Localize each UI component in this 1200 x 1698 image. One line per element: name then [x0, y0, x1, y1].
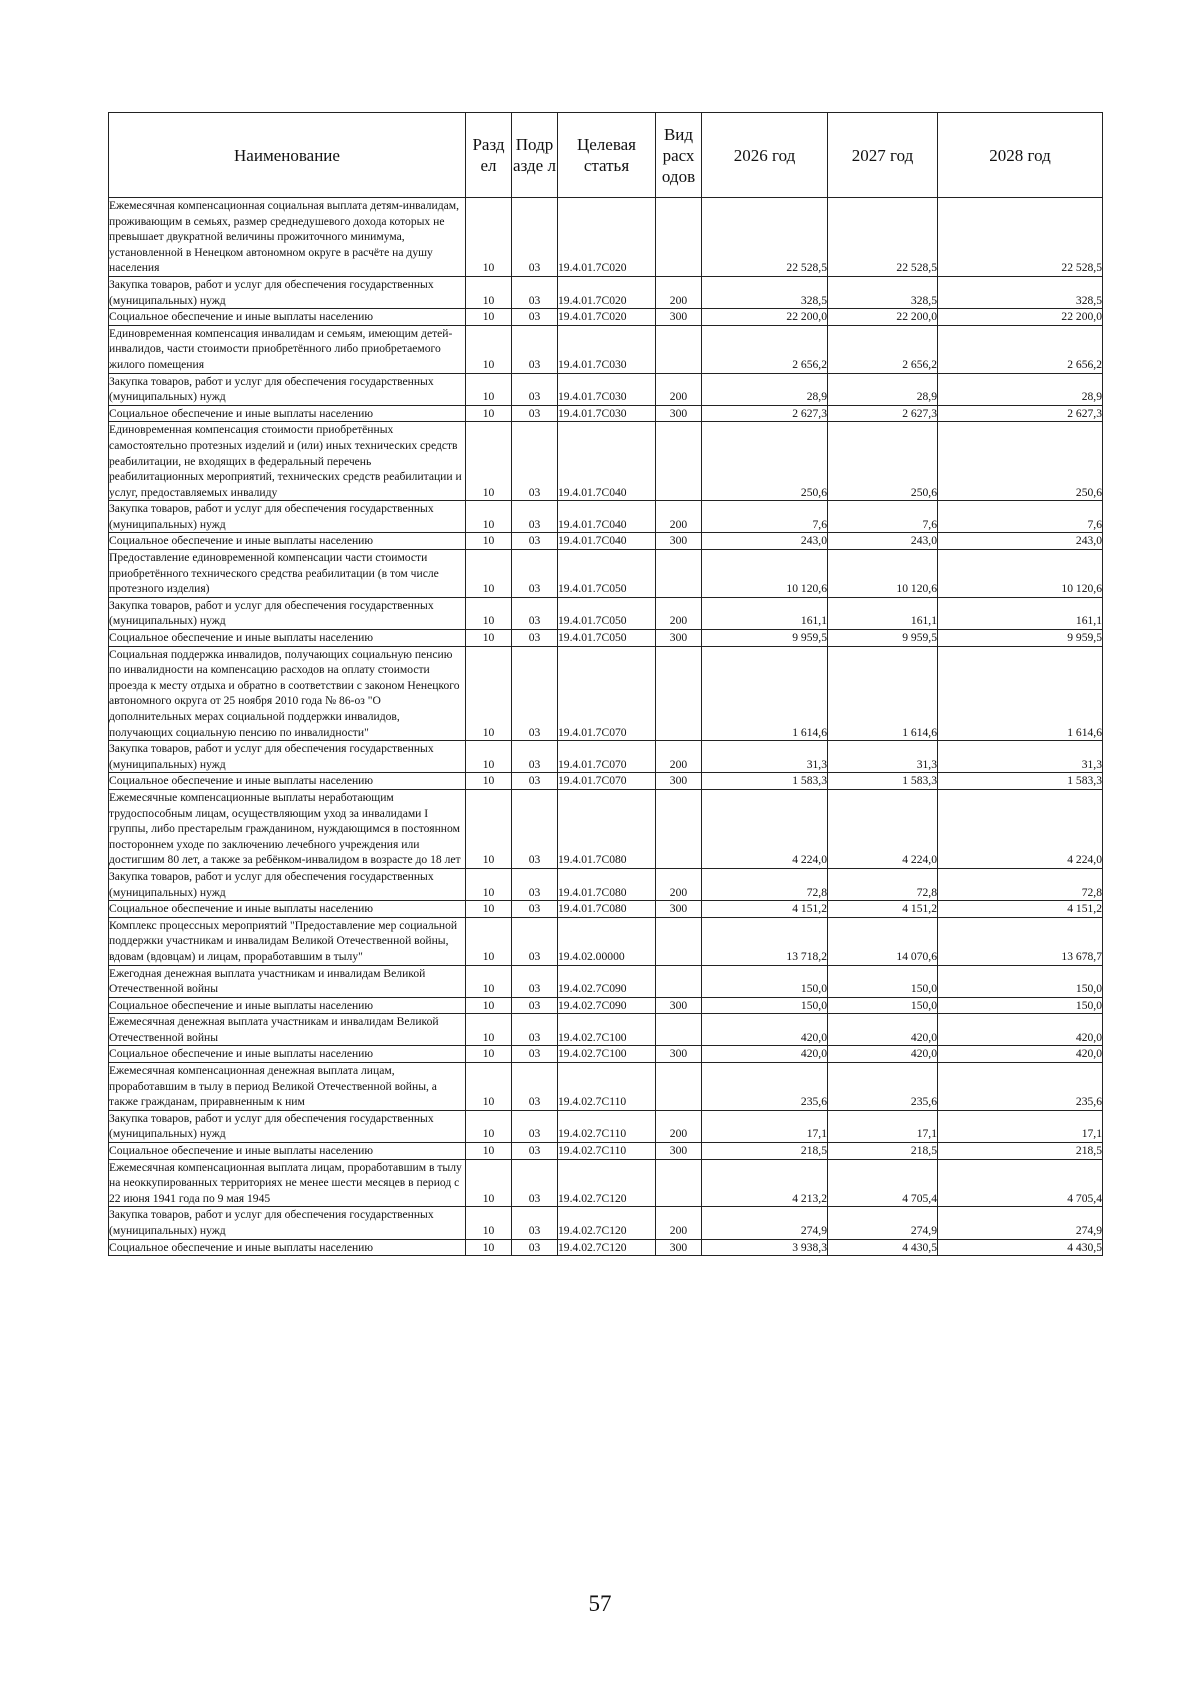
row-razdel: 10 [466, 501, 512, 533]
row-value-2028: 150,0 [938, 997, 1103, 1014]
row-celevaya-statya: 19.4.01.7С020 [558, 309, 656, 326]
row-vid-raskhodov: 300 [656, 773, 702, 790]
table-row [109, 1159, 1103, 1207]
row-razdel: 10 [466, 741, 512, 773]
row-value-2026: 72,8 [702, 868, 828, 900]
row-value-2026: 150,0 [702, 997, 828, 1014]
row-name: Единовременная компенсация инвалидам и семьям, имеющим детей-инвалидов, части стоимости приобретённого либо приобретаемого жилого помещения [109, 325, 466, 373]
row-name: Социальное обеспечение и иные выплаты населению [109, 309, 466, 326]
table-row [109, 309, 1103, 326]
table-row [109, 789, 1103, 868]
header-vid-raskhodov: Вид расх одов [656, 113, 702, 198]
page-number: 57 [588, 1591, 612, 1616]
row-podrazdel: 03 [512, 405, 558, 422]
row-vid-raskhodov [656, 325, 702, 373]
row-value-2028: 250,6 [938, 422, 1103, 501]
row-name: Закупка товаров, работ и услуг для обеспечения государственных (муниципальных) нужд [109, 276, 466, 308]
row-name: Социальное обеспечение и иные выплаты населению [109, 1239, 466, 1256]
row-podrazdel: 03 [512, 901, 558, 918]
row-value-2028: 2 627,3 [938, 405, 1103, 422]
row-podrazdel: 03 [512, 198, 558, 277]
table-row [109, 1014, 1103, 1046]
row-name: Предоставление единовременной компенсации части стоимости приобретённого технического средства реабилитации (в том числе протезного изделия) [109, 550, 466, 598]
header-2028: 2028 год [938, 113, 1103, 198]
row-razdel: 10 [466, 533, 512, 550]
row-celevaya-statya: 19.4.01.7С070 [558, 741, 656, 773]
row-vid-raskhodov: 300 [656, 630, 702, 647]
row-razdel: 10 [466, 325, 512, 373]
row-value-2026: 250,6 [702, 422, 828, 501]
row-name: Закупка товаров, работ и услуг для обеспечения государственных (муниципальных) нужд [109, 741, 466, 773]
budget-table-sheet [108, 112, 1102, 1256]
header-celevaya-statya: Целевая статья [558, 113, 656, 198]
row-vid-raskhodov: 200 [656, 597, 702, 629]
row-value-2027: 420,0 [828, 1014, 938, 1046]
table-row [109, 405, 1103, 422]
row-value-2028: 243,0 [938, 533, 1103, 550]
row-vid-raskhodov [656, 550, 702, 598]
row-name: Комплекс процессных мероприятий "Предоставление мер социальной поддержки участникам и инвалидам Великой Отечественной войны, вдовам (вдовцам) и лицам, проработавшим в тылу" [109, 917, 466, 965]
row-value-2028: 9 959,5 [938, 630, 1103, 647]
row-celevaya-statya: 19.4.01.7С050 [558, 597, 656, 629]
table-row [109, 741, 1103, 773]
row-name: Ежемесячные компенсационные выплаты неработающим трудоспособным лицам, осуществляющим уход за инвалидами I группы, либо престарелым гражданином, нуждающимся в постоянном постороннем уходе по заключению лечебного учреждения или достигшим 80 лет, а также за ребёнком-инвалидом в возрасте до 18 лет [109, 789, 466, 868]
row-podrazdel: 03 [512, 773, 558, 790]
header-name: Наименование [109, 113, 466, 198]
row-name: Закупка товаров, работ и услуг для обеспечения государственных (муниципальных) нужд [109, 597, 466, 629]
row-vid-raskhodov: 300 [656, 405, 702, 422]
row-celevaya-statya: 19.4.01.7С020 [558, 198, 656, 277]
row-podrazdel: 03 [512, 1110, 558, 1142]
row-podrazdel: 03 [512, 1143, 558, 1160]
table-row [109, 373, 1103, 405]
table-row [109, 646, 1103, 741]
row-podrazdel: 03 [512, 276, 558, 308]
row-razdel: 10 [466, 276, 512, 308]
row-value-2028: 420,0 [938, 1046, 1103, 1063]
row-name: Закупка товаров, работ и услуг для обеспечения государственных (муниципальных) нужд [109, 868, 466, 900]
row-value-2027: 4 224,0 [828, 789, 938, 868]
row-value-2027: 10 120,6 [828, 550, 938, 598]
row-celevaya-statya: 19.4.02.7С120 [558, 1207, 656, 1239]
row-value-2028: 274,9 [938, 1207, 1103, 1239]
row-value-2026: 161,1 [702, 597, 828, 629]
row-value-2027: 328,5 [828, 276, 938, 308]
row-value-2026: 328,5 [702, 276, 828, 308]
row-value-2026: 10 120,6 [702, 550, 828, 598]
row-value-2026: 7,6 [702, 501, 828, 533]
row-razdel: 10 [466, 1110, 512, 1142]
row-vid-raskhodov [656, 1014, 702, 1046]
row-value-2028: 150,0 [938, 965, 1103, 997]
row-razdel: 10 [466, 789, 512, 868]
row-value-2026: 4 224,0 [702, 789, 828, 868]
row-podrazdel: 03 [512, 325, 558, 373]
row-value-2027: 22 528,5 [828, 198, 938, 277]
row-vid-raskhodov: 300 [656, 309, 702, 326]
table-row [109, 597, 1103, 629]
row-value-2026: 31,3 [702, 741, 828, 773]
row-value-2026: 150,0 [702, 965, 828, 997]
row-vid-raskhodov [656, 917, 702, 965]
row-value-2028: 420,0 [938, 1014, 1103, 1046]
row-vid-raskhodov: 300 [656, 901, 702, 918]
row-celevaya-statya: 19.4.01.7С070 [558, 646, 656, 741]
row-name: Ежегодная денежная выплата участникам и инвалидам Великой Отечественной войны [109, 965, 466, 997]
row-celevaya-statya: 19.4.01.7С030 [558, 373, 656, 405]
row-vid-raskhodov: 200 [656, 276, 702, 308]
row-value-2026: 1 614,6 [702, 646, 828, 741]
row-value-2027: 274,9 [828, 1207, 938, 1239]
row-podrazdel: 03 [512, 741, 558, 773]
row-podrazdel: 03 [512, 997, 558, 1014]
row-name: Социальная поддержка инвалидов, получающих социальную пенсию по инвалидности на компенсацию расходов на оплату стоимости проезда к месту отдыха и обратно в соответствии с законом Ненецкого автономного округа от 25 ноября 2010 года № 86-оз "О дополнительных мерах социальной поддержки инвалидов, получающих социальную пенсию по инвалидности" [109, 646, 466, 741]
row-podrazdel: 03 [512, 597, 558, 629]
row-value-2028: 17,1 [938, 1110, 1103, 1142]
row-value-2028: 1 614,6 [938, 646, 1103, 741]
row-value-2027: 4 151,2 [828, 901, 938, 918]
row-podrazdel: 03 [512, 1159, 558, 1207]
table-row [109, 1063, 1103, 1111]
row-name: Закупка товаров, работ и услуг для обеспечения государственных (муниципальных) нужд [109, 501, 466, 533]
table-row [109, 901, 1103, 918]
row-razdel: 10 [466, 773, 512, 790]
row-value-2028: 10 120,6 [938, 550, 1103, 598]
row-value-2026: 243,0 [702, 533, 828, 550]
row-razdel: 10 [466, 1207, 512, 1239]
row-podrazdel: 03 [512, 646, 558, 741]
row-value-2028: 235,6 [938, 1063, 1103, 1111]
row-vid-raskhodov: 200 [656, 741, 702, 773]
table-body [109, 198, 1103, 1256]
row-value-2027: 22 200,0 [828, 309, 938, 326]
row-value-2026: 218,5 [702, 1143, 828, 1160]
row-vid-raskhodov: 200 [656, 1207, 702, 1239]
row-podrazdel: 03 [512, 422, 558, 501]
row-value-2026: 2 656,2 [702, 325, 828, 373]
row-value-2028: 72,8 [938, 868, 1103, 900]
row-podrazdel: 03 [512, 373, 558, 405]
row-value-2027: 161,1 [828, 597, 938, 629]
row-vid-raskhodov [656, 1063, 702, 1111]
row-razdel: 10 [466, 1046, 512, 1063]
row-value-2027: 1 583,3 [828, 773, 938, 790]
row-razdel: 10 [466, 1014, 512, 1046]
header-razdel: Разд ел [466, 113, 512, 198]
row-value-2027: 2 627,3 [828, 405, 938, 422]
row-celevaya-statya: 19.4.02.7С090 [558, 965, 656, 997]
row-vid-raskhodov [656, 646, 702, 741]
row-podrazdel: 03 [512, 868, 558, 900]
row-vid-raskhodov: 300 [656, 997, 702, 1014]
table-row [109, 630, 1103, 647]
row-vid-raskhodov: 200 [656, 1110, 702, 1142]
row-podrazdel: 03 [512, 501, 558, 533]
row-name: Закупка товаров, работ и услуг для обеспечения государственных (муниципальных) нужд [109, 373, 466, 405]
row-value-2026: 1 583,3 [702, 773, 828, 790]
row-value-2027: 420,0 [828, 1046, 938, 1063]
row-value-2026: 4 213,2 [702, 1159, 828, 1207]
row-razdel: 10 [466, 1239, 512, 1256]
row-value-2027: 150,0 [828, 965, 938, 997]
row-value-2026: 420,0 [702, 1046, 828, 1063]
row-razdel: 10 [466, 997, 512, 1014]
header-podrazdel: Подр азде л [512, 113, 558, 198]
table-row [109, 868, 1103, 900]
row-celevaya-statya: 19.4.02.7С090 [558, 997, 656, 1014]
row-name: Единовременная компенсация стоимости приобретённых самостоятельно протезных изделий и (или) иных технических средств реабилитации, не входящих в федеральный перечень реабилитационных мероприятий, технических средств реабилитации и услуг, предоставляемых инвалиду [109, 422, 466, 501]
row-value-2028: 22 528,5 [938, 198, 1103, 277]
row-celevaya-statya: 19.4.01.7С030 [558, 405, 656, 422]
row-celevaya-statya: 19.4.02.00000 [558, 917, 656, 965]
row-value-2026: 4 151,2 [702, 901, 828, 918]
row-value-2026: 235,6 [702, 1063, 828, 1111]
row-celevaya-statya: 19.4.01.7С040 [558, 422, 656, 501]
row-vid-raskhodov [656, 422, 702, 501]
row-value-2026: 13 718,2 [702, 917, 828, 965]
row-name: Социальное обеспечение и иные выплаты населению [109, 773, 466, 790]
header-2027: 2027 год [828, 113, 938, 198]
row-celevaya-statya: 19.4.01.7С080 [558, 868, 656, 900]
row-value-2028: 28,9 [938, 373, 1103, 405]
row-razdel: 10 [466, 646, 512, 741]
row-value-2028: 2 656,2 [938, 325, 1103, 373]
table-header-row [109, 113, 1103, 198]
row-celevaya-statya: 19.4.02.7С110 [558, 1143, 656, 1160]
row-value-2026: 2 627,3 [702, 405, 828, 422]
row-value-2027: 250,6 [828, 422, 938, 501]
row-razdel: 10 [466, 1159, 512, 1207]
row-name: Социальное обеспечение и иные выплаты населению [109, 1046, 466, 1063]
row-value-2028: 1 583,3 [938, 773, 1103, 790]
table-row [109, 773, 1103, 790]
table-row [109, 198, 1103, 277]
row-value-2027: 14 070,6 [828, 917, 938, 965]
row-name: Социальное обеспечение и иные выплаты населению [109, 1143, 466, 1160]
budget-table [108, 112, 1103, 1256]
row-value-2026: 3 938,3 [702, 1239, 828, 1256]
row-podrazdel: 03 [512, 309, 558, 326]
row-value-2027: 243,0 [828, 533, 938, 550]
row-vid-raskhodov: 200 [656, 868, 702, 900]
row-podrazdel: 03 [512, 533, 558, 550]
row-vid-raskhodov: 300 [656, 1046, 702, 1063]
row-value-2027: 2 656,2 [828, 325, 938, 373]
row-celevaya-statya: 19.4.01.7С080 [558, 789, 656, 868]
row-value-2028: 31,3 [938, 741, 1103, 773]
row-celevaya-statya: 19.4.02.7С110 [558, 1110, 656, 1142]
row-podrazdel: 03 [512, 630, 558, 647]
row-name: Социальное обеспечение и иные выплаты населению [109, 901, 466, 918]
row-razdel: 10 [466, 550, 512, 598]
row-vid-raskhodov: 300 [656, 1239, 702, 1256]
table-row [109, 501, 1103, 533]
table-row [109, 276, 1103, 308]
row-vid-raskhodov [656, 789, 702, 868]
row-celevaya-statya: 19.4.02.7С120 [558, 1159, 656, 1207]
header-2026: 2026 год [702, 113, 828, 198]
table-row [109, 917, 1103, 965]
row-value-2026: 28,9 [702, 373, 828, 405]
table-row [109, 1046, 1103, 1063]
table-row [109, 997, 1103, 1014]
row-name: Социальное обеспечение и иные выплаты населению [109, 630, 466, 647]
row-name: Закупка товаров, работ и услуг для обеспечения государственных (муниципальных) нужд [109, 1207, 466, 1239]
table-row [109, 1110, 1103, 1142]
row-podrazdel: 03 [512, 550, 558, 598]
row-value-2027: 28,9 [828, 373, 938, 405]
row-razdel: 10 [466, 405, 512, 422]
row-value-2026: 9 959,5 [702, 630, 828, 647]
row-name: Ежемесячная компенсационная выплата лицам, проработавшим в тылу на неоккупированных территориях не менее шести месяцев в период с 22 июня 1941 года по 9 мая 1945 [109, 1159, 466, 1207]
row-vid-raskhodov [656, 965, 702, 997]
row-razdel: 10 [466, 630, 512, 647]
row-razdel: 10 [466, 422, 512, 501]
row-razdel: 10 [466, 373, 512, 405]
row-value-2028: 4 430,5 [938, 1239, 1103, 1256]
row-vid-raskhodov [656, 198, 702, 277]
row-celevaya-statya: 19.4.01.7С070 [558, 773, 656, 790]
row-value-2028: 4 151,2 [938, 901, 1103, 918]
row-razdel: 10 [466, 868, 512, 900]
row-value-2027: 7,6 [828, 501, 938, 533]
row-name: Социальное обеспечение и иные выплаты населению [109, 997, 466, 1014]
table-row [109, 1143, 1103, 1160]
row-celevaya-statya: 19.4.01.7С040 [558, 501, 656, 533]
row-razdel: 10 [466, 917, 512, 965]
row-razdel: 10 [466, 965, 512, 997]
row-vid-raskhodov: 300 [656, 533, 702, 550]
table-row [109, 965, 1103, 997]
row-celevaya-statya: 19.4.01.7С030 [558, 325, 656, 373]
row-value-2027: 9 959,5 [828, 630, 938, 647]
table-row [109, 533, 1103, 550]
row-razdel: 10 [466, 1143, 512, 1160]
row-value-2028: 328,5 [938, 276, 1103, 308]
row-podrazdel: 03 [512, 917, 558, 965]
row-value-2027: 4 430,5 [828, 1239, 938, 1256]
row-value-2028: 161,1 [938, 597, 1103, 629]
row-name: Ежемесячная денежная выплата участникам и инвалидам Великой Отечественной войны [109, 1014, 466, 1046]
row-value-2028: 22 200,0 [938, 309, 1103, 326]
row-podrazdel: 03 [512, 1063, 558, 1111]
row-celevaya-statya: 19.4.01.7С050 [558, 550, 656, 598]
row-value-2026: 17,1 [702, 1110, 828, 1142]
row-name: Ежемесячная компенсационная денежная выплата лицам, проработавшим в тылу в период Великой Отечественной войны, а также гражданам, приравненным к ним [109, 1063, 466, 1111]
row-celevaya-statya: 19.4.02.7С100 [558, 1014, 656, 1046]
table-row [109, 1239, 1103, 1256]
row-value-2028: 7,6 [938, 501, 1103, 533]
row-celevaya-statya: 19.4.02.7С110 [558, 1063, 656, 1111]
row-razdel: 10 [466, 1063, 512, 1111]
row-value-2026: 22 528,5 [702, 198, 828, 277]
row-celevaya-statya: 19.4.01.7С080 [558, 901, 656, 918]
row-podrazdel: 03 [512, 1207, 558, 1239]
row-podrazdel: 03 [512, 1014, 558, 1046]
row-podrazdel: 03 [512, 1239, 558, 1256]
row-name: Социальное обеспечение и иные выплаты населению [109, 405, 466, 422]
row-celevaya-statya: 19.4.02.7С120 [558, 1239, 656, 1256]
row-value-2028: 218,5 [938, 1143, 1103, 1160]
table-row [109, 550, 1103, 598]
row-name: Ежемесячная компенсационная социальная выплата детям-инвалидам, проживающим в семьях, размер среднедушевого дохода которых не превышает двукратной величины прожиточного минимума, установленной в Ненецком автономном округе в расчёте на душу населения [109, 198, 466, 277]
row-razdel: 10 [466, 901, 512, 918]
row-razdel: 10 [466, 198, 512, 277]
row-name: Социальное обеспечение и иные выплаты населению [109, 533, 466, 550]
table-row [109, 422, 1103, 501]
row-value-2026: 22 200,0 [702, 309, 828, 326]
row-podrazdel: 03 [512, 965, 558, 997]
row-celevaya-statya: 19.4.01.7С020 [558, 276, 656, 308]
row-value-2026: 274,9 [702, 1207, 828, 1239]
row-value-2027: 235,6 [828, 1063, 938, 1111]
row-value-2027: 1 614,6 [828, 646, 938, 741]
row-podrazdel: 03 [512, 1046, 558, 1063]
row-value-2027: 4 705,4 [828, 1159, 938, 1207]
row-value-2027: 31,3 [828, 741, 938, 773]
row-value-2026: 420,0 [702, 1014, 828, 1046]
row-celevaya-statya: 19.4.01.7С050 [558, 630, 656, 647]
row-value-2027: 72,8 [828, 868, 938, 900]
row-celevaya-statya: 19.4.01.7С040 [558, 533, 656, 550]
row-name: Закупка товаров, работ и услуг для обеспечения государственных (муниципальных) нужд [109, 1110, 466, 1142]
row-value-2027: 150,0 [828, 997, 938, 1014]
row-vid-raskhodov: 200 [656, 501, 702, 533]
row-vid-raskhodov: 300 [656, 1143, 702, 1160]
row-celevaya-statya: 19.4.02.7С100 [558, 1046, 656, 1063]
row-vid-raskhodov: 200 [656, 373, 702, 405]
row-value-2028: 13 678,7 [938, 917, 1103, 965]
row-razdel: 10 [466, 597, 512, 629]
row-podrazdel: 03 [512, 789, 558, 868]
row-value-2028: 4 705,4 [938, 1159, 1103, 1207]
row-razdel: 10 [466, 309, 512, 326]
row-value-2028: 4 224,0 [938, 789, 1103, 868]
row-vid-raskhodov [656, 1159, 702, 1207]
table-row [109, 1207, 1103, 1239]
table-row [109, 325, 1103, 373]
row-value-2027: 17,1 [828, 1110, 938, 1142]
row-value-2027: 218,5 [828, 1143, 938, 1160]
